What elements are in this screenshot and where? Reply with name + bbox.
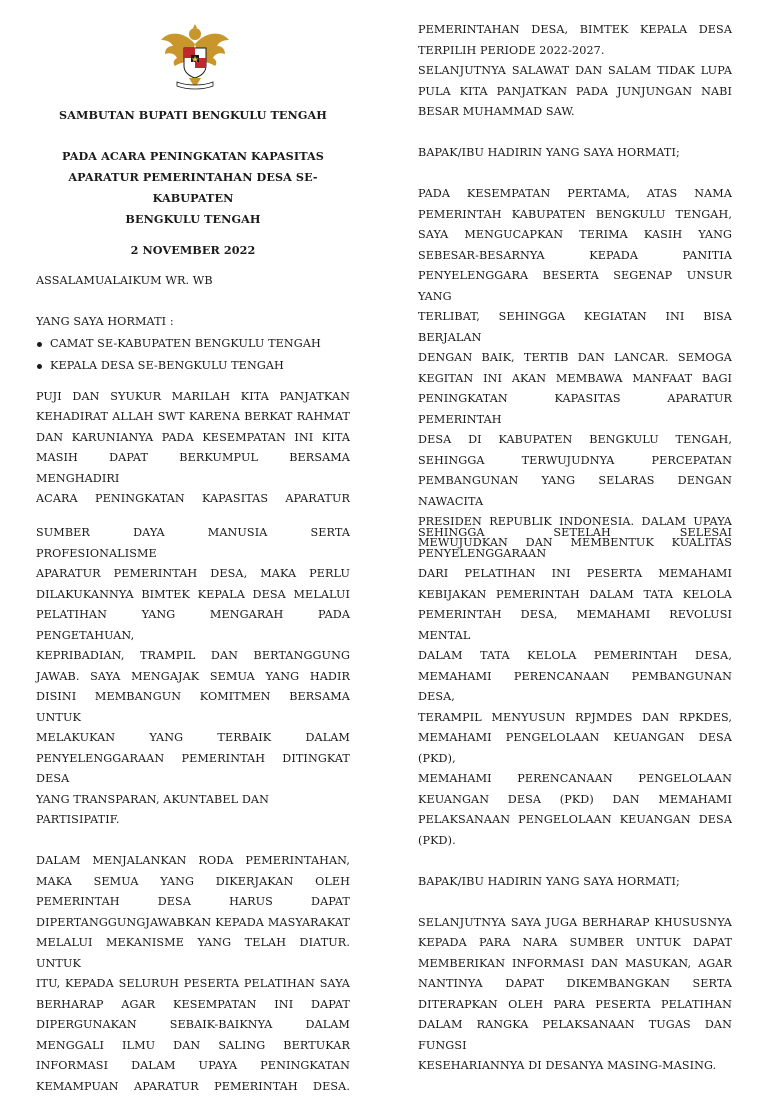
text-line: KEMAMPUAN APARATUR PEMERINTAH DESA. — [36, 1077, 350, 1097]
text-line: SEHINGGA TERWUJUDNYA PERCEPATAN — [418, 451, 732, 472]
text-line: DIPERGUNAKAN SEBAIK-BAIKNYA DALAM — [36, 1015, 350, 1036]
text-line: DENGAN BAIK, TERTIB DAN LANCAR. SEMOGA — [418, 348, 732, 369]
text-line: SUMBER DAYA MANUSIA SERTA PROFESIONALISME — [36, 523, 350, 564]
text-line: DALAM RANGKA PELAKSANAAN TUGAS DAN FUNGSI — [418, 1015, 732, 1056]
paragraph-speakers — [418, 913, 732, 1077]
paragraph-salawat — [418, 61, 732, 123]
address-audience: BAPAK/IBU HADIRIN YANG SAYA HORMATI; — [418, 143, 732, 164]
page1-right-column — [418, 20, 732, 553]
text-line: SEHINGGA SETELAH SELESAI PENYELENGGARAAN — [418, 523, 732, 564]
text-line: MEMAHAMI PENGELOLAAN KEUANGAN DESA (PKD), — [418, 728, 732, 769]
text-line: MEMAHAMI PERENCANAAN PEMBANGUNAN DESA, — [418, 667, 732, 708]
text-line: KEGITAN INI AKAN MEMBAWA MANFAAT BAGI — [418, 369, 732, 390]
honored-intro: YANG SAYA HORMATI : — [36, 312, 350, 333]
text-line: MEMBERIKAN INFORMASI DAN MASUKAN, AGAR — [418, 954, 732, 975]
text-line: PUJI DAN SYUKUR MARILAH KITA PANJATKAN — [36, 387, 350, 408]
text-line: PELATIHAN YANG MENGARAH PADA PENGETAHUAN, — [36, 605, 350, 646]
text-line: PEMERINTAH KABUPATEN BENGKULU TENGAH, — [418, 205, 732, 226]
text-line: SAYA MENGUCAPKAN TERIMA KASIH YANG — [418, 225, 732, 246]
text-line: JAWAB. SAYA MENGAJAK SEMUA YANG HADIR — [36, 667, 350, 688]
page1-left-column — [36, 22, 350, 510]
text-line: PENYELENGGARAAN PEMERINTAH DITINGKAT DESA — [36, 749, 350, 790]
text-line: DISINI MEMBANGUN KOMITMEN BERSAMA UNTUK — [36, 687, 350, 728]
text-line: PELAKSANAAN PENGELOLAAN KEUANGAN DESA — [418, 810, 732, 831]
text-line: NANTINYA DAPAT DIKEMBANGKAN SERTA — [418, 974, 732, 995]
text-line: PULA KITA PANJATKAN PADA JUNJUNGAN NABI — [418, 82, 732, 103]
text-line: MELALUI MEKANISME YANG TELAH DIATUR. UNTUK — [36, 933, 350, 974]
text-line: TERAMPIL MENYUSUN RPJMDES DAN RPKDES, — [418, 708, 732, 729]
paragraph-opening — [36, 387, 350, 510]
text-line: KEHADIRAT ALLAH SWT KARENA BERKAT RAHMAT — [36, 407, 350, 428]
text-line: TERPILIH PERIODE 2022-2027. — [418, 41, 732, 62]
text-line: PEMERINTAH DESA HARUS DAPAT — [36, 892, 350, 913]
text-line: PENINGKATAN KAPASITAS APARATUR PEMERINTAH — [418, 389, 732, 430]
text-line: DIPERTANGGUNGJAWABKAN KEPADA MASYARAKAT — [36, 913, 350, 934]
text-line: PRESIDEN REPUBLIK INDONESIA. DALAM UPAYA — [418, 512, 732, 533]
text-line: INFORMASI DALAM UPAYA PENINGKATAN — [36, 1056, 350, 1077]
text-line: YANG TRANSPARAN, AKUNTABEL DAN PARTISIPATIF. — [36, 790, 350, 831]
honored-list — [36, 333, 350, 377]
event-line-2: APARATUR PEMERINTAHAN DESA SE-KABUPATEN — [36, 167, 350, 209]
speech-title: SAMBUTAN BUPATI BENGKULU TENGAH — [36, 105, 350, 126]
text-line: BESAR MUHAMMAD SAW. — [418, 102, 732, 123]
text-line: SELANJUTNYA SAYA JUGA BERHARAP KHUSUSNYA — [418, 913, 732, 934]
text-line: KEUANGAN DESA (PKD) DAN MEMAHAMI — [418, 790, 732, 811]
text-line: BERHARAP AGAR KESEMPATAN INI DAPAT — [36, 995, 350, 1016]
text-line: DAN KARUNIANYA PADA KESEMPATAN INI KITA — [36, 428, 350, 449]
paragraph-thanks — [418, 184, 732, 553]
event-line-1: PADA ACARA PENINGKATAN KAPASITAS — [36, 146, 350, 167]
text-line: MASIH DAPAT BERKUMPUL BERSAMA MENGHADIRI — [36, 448, 350, 489]
text-line: PENYELENGGARA BESERTA SEGENAP UNSUR YANG — [418, 266, 732, 307]
text-line: APARATUR PEMERINTAH DESA, MAKA PERLU — [36, 564, 350, 585]
text-line: KEPRIBADIAN, TRAMPIL DAN BERTANGGUNG — [36, 646, 350, 667]
page2-right-column — [418, 523, 732, 1077]
text-line: SELANJUTNYA SALAWAT DAN SALAM TIDAK LUPA — [418, 61, 732, 82]
text-line: ITU, KEPADA SELURUH PESERTA PELATIHAN SAYA — [36, 974, 350, 995]
text-line: PEMERINTAH DESA, MEMAHAMI REVOLUSI MENTAL — [418, 605, 732, 646]
list-item: KEPALA DESA SE-BENGKULU TENGAH — [36, 355, 350, 377]
text-line: PEMERINTAHAN DESA, BIMTEK KEPALA DESA — [418, 20, 732, 41]
text-line: KEPADA PARA NARA SUMBER UNTUK DAPAT — [418, 933, 732, 954]
paragraph-continuation — [418, 20, 732, 61]
paragraph-hr-quality — [36, 523, 350, 831]
text-line: ACARA PENINGKATAN KAPASITAS APARATUR — [36, 489, 350, 510]
text-line: DALAM TATA KELOLA PEMERINTAH DESA, — [418, 646, 732, 667]
speech-date: 2 NOVEMBER 2022 — [36, 240, 350, 261]
text-line: KESEHARIANNYA DI DESANYA MASING-MASING. — [418, 1056, 732, 1077]
text-line: PADA KESEMPATAN PERTAMA, ATAS NAMA — [418, 184, 732, 205]
text-line: MEWUJUDKAN DAN MEMBENTUK KUALITAS — [418, 533, 732, 554]
text-line: KEBIJAKAN PEMERINTAH DALAM TATA KELOLA — [418, 585, 732, 606]
text-line: MEMAHAMI PERENCANAAN PENGELOLAAN — [418, 769, 732, 790]
list-item: CAMAT SE-KABUPATEN BENGKULU TENGAH — [36, 333, 350, 355]
address-audience: BAPAK/IBU HADIRIN YANG SAYA HORMATI; — [418, 872, 732, 893]
paragraph-outcomes — [418, 523, 732, 851]
text-line: DALAM MENJALANKAN RODA PEMERINTAHAN, — [36, 851, 350, 872]
text-line: DARI PELATIHAN INI PESERTA MEMAHAMI — [418, 564, 732, 585]
text-line: MELAKUKAN YANG TERBAIK DALAM — [36, 728, 350, 749]
text-line: DITERAPKAN OLEH PARA PESERTA PELATIHAN — [418, 995, 732, 1016]
page2-left-column — [36, 523, 350, 1097]
text-line: SEBESAR-BESARNYA KEPADA PANITIA — [418, 246, 732, 267]
event-line-3: BENGKULU TENGAH — [36, 209, 350, 230]
greeting: ASSALAMUALAIKUM WR. WB — [36, 271, 350, 292]
text-line: (PKD). — [418, 831, 732, 852]
text-line: MAKA SEMUA YANG DIKERJAKAN OLEH — [36, 872, 350, 893]
text-line: PEMBANGUNAN YANG SELARAS DENGAN NAWACITA — [418, 471, 732, 512]
text-line: TERLIBAT, SEHINGGA KEGIATAN INI BISA BERJALAN — [418, 307, 732, 348]
text-line: DESA DI KABUPATEN BENGKULU TENGAH, — [418, 430, 732, 451]
text-line: DILAKUKANNYA BIMTEK KEPALA DESA MELALUI — [36, 585, 350, 606]
garuda-emblem-icon — [157, 22, 233, 92]
paragraph-governance — [36, 851, 350, 1097]
text-line: MENGGALI ILMU DAN SALING BERTUKAR — [36, 1036, 350, 1057]
